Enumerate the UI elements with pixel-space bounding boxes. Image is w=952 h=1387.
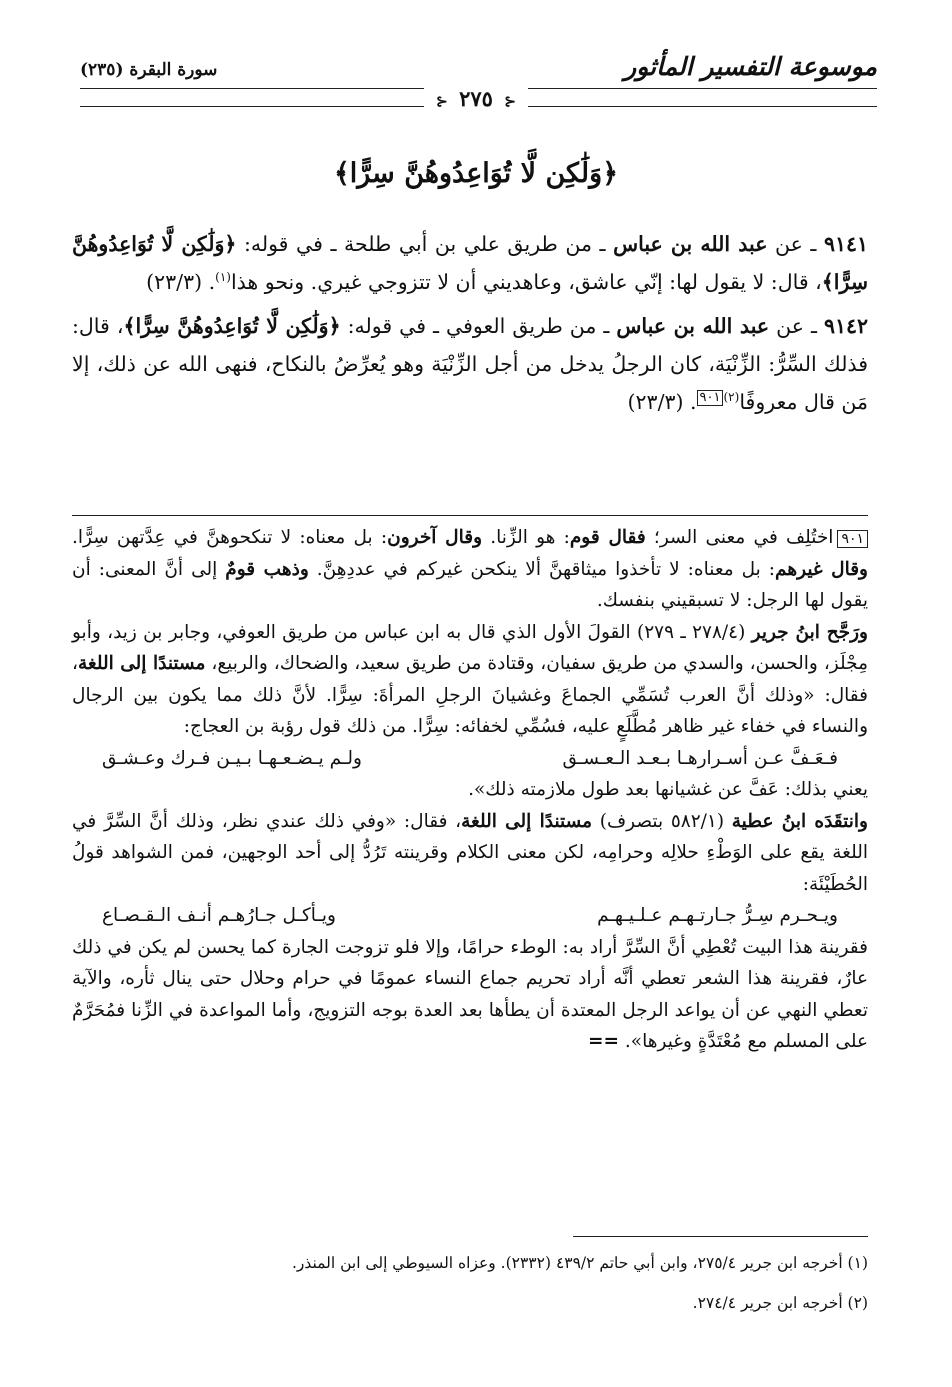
scholar-label: وانتقَدَه ابنُ عطية [731,810,868,832]
ornament-icon: ⊰ [504,94,516,110]
narration-dash: ـ عن [769,314,824,338]
volume-reference: . (٢٣/٣) [146,270,216,294]
volume-reference: . (٢٣/٣) [627,390,697,414]
narration-9142 [72,307,868,421]
series-title: موسوعة التفسير المأثور [624,52,877,81]
commentary-paragraph-3: يعني بذلك: عَفَّ عن غشيانها بعد طول ملازمته ذلك». [468,779,868,800]
narration-text: ، قال: لا يقول لها: إنّي عاشق، وعاهديني أن لا تتزوجي غيري. ونحو هذا [230,270,822,294]
commentary-paragraph-2 [72,617,868,743]
ornament-icon: ⊰ [436,94,448,110]
commentary-paragraph-4 [72,806,868,901]
commentary-text: ، فقال: «وذلك أنَّ العرب تُسَمِّي الجماعَ وغشيانَ الرجلِ المرأةَ: سِرًّا. لأنَّ ذلك مما يكون بين الرجال والنساء في خفاء غير ظاهر مُطَّلَعٍ عليه، فسُمِّي لخفائه: سِرًّا. من ذلك قول رؤبة بن العجاج: [72,653,868,737]
footnotes [72,1243,868,1323]
footnote-1: (١) أخرجه ابن جرير ٢٧٥/٤، وابن أبي حاتم ٤٣٩/٢ (٢٣٣٢). وعزاه السيوطي إلى ابن المنذر. [291,1254,868,1272]
opinion-label: فقال قوم [569,527,646,548]
chain: ـ من طريق علي بن أبي طلحة ـ في قوله: [236,232,614,256]
surah-label [80,60,217,80]
page-number-box [424,86,528,111]
basis-label: مستندًا إلى اللغة [461,810,593,832]
poem-hemistich-left: ولـم يـضـعـهـا بـيـن فـرك وعـشـق [102,747,362,769]
running-header [80,50,877,90]
narration-text: ، قال: فذلك السِّرُّ: الزِّنْيَة، كان الرجلُ يدخل من أجل الزِّنْيَة وهو يُعرِّضُ بالنكاح، فنهى الله عن ذلك، إلا مَن قال معروفًا [72,314,868,414]
poem-verse-1 [72,743,868,775]
commentary-text: اختُلِف في معنى السر؛ [645,527,834,548]
commentary-note-ref[interactable]: ٩٠١ [697,390,724,406]
page-number-row [0,86,952,111]
surah-name: سورة البقرة [129,60,218,80]
poem-hemistich-right: فـعَـفَّ عـن أسـرارهـا بـعـد الـعـسـق [562,747,838,769]
narrations [72,225,868,427]
page-number: ٢٧٥ [459,86,493,111]
narration-9141 [72,225,868,301]
narration-number: ٩١٤١ [823,232,868,256]
narration-dash: ـ عن [767,232,824,256]
footnote-marker[interactable]: (٢) [723,390,740,405]
narration-number: ٩١٤٢ [823,314,869,338]
poem-hemistich-left: ويـأكـل جـارُهـم أنـف الـقـصـاع [102,905,336,926]
commentary-paragraph-1 [72,522,868,617]
commentary-block [72,522,868,1058]
verse-number: (٢٣٥) [80,60,124,80]
commentary-text: : بل معناه: لا تنكحوهنَّ في عِدَّتهن سِرًّا. [72,527,388,548]
quran-quote: ﴿وَلَٰكِن لَّا تُوَاعِدُوهُنَّ سِرًّا﴾ [72,232,868,294]
poem-hemistich-right: ويـحـرم سِـرُّ جـارتـهـم عـلـيـهـم [597,905,838,926]
section-divider [72,515,868,516]
opinion-label: وذهب قومٌ [225,558,309,580]
commentary-text: : بل معناه: لا تأخذوا ميثاقهنَّ ألا ينكحن غيركم في عددِهِنَّ. [308,558,776,580]
commentary-text: (٢٧٨/٤ ـ ٢٧٩) القولَ الأول الذي قال به ابن عباس من طريق العوفي، وجابر بن زيد، وأبو مِجْلَز، والحسن، والسدي من طريق سفيان، وقتادة من طريق سعيد، والضحاك، والربيع، [72,621,868,674]
footnote-2: (٢) أخرجه ابن جرير ٢٧٤/٤. [692,1294,868,1312]
narrator: عبد الله بن عباس [613,232,768,256]
basis-label: مستندًا إلى اللغة [77,653,206,674]
narrator: عبد الله بن عباس [616,314,770,338]
commentary-text: ، فقال: «وفي ذلك عندي نظر، وذلك أنَّ السِّرَّ في اللغة يقع على الوَطْءِ حلالِه وحرامِه، لكن معنى الكلام وقرينته تَرُدُّ إلى أحد الوجهين، فمن الشواهد قولُ الحُطَيْئَة: [72,810,868,895]
commentary-text: (٥٨٢/١ بتصرف) [592,810,732,832]
footnote-rule [573,1236,868,1237]
continuation-mark: == [588,1031,620,1052]
commentary-text: إلى أنَّ المعنى: أن يقول لها الرجل: لا تسبقيني بنفسك. [72,558,868,611]
opinion-label: وقال آخرون [387,527,483,548]
commentary-text: فقرينة هذا البيت تُعْطِي أنَّ السِّرَّ أراد به: الوطء حرامًا، وإلا فلو تزوجت الجارة كما يحسن لم يكن في ذلك عارٌ، فقرينة هذا الشعر تعطي أنَّه أراد تحريم جماع النساء عمومًا في حرام وحلال حتى ينال ثأره، والآية تعطي النهي عن أن يواعد الرجل المعتدة أن يطأها بعد العدة بوجه التزويج، وأما المواعدة في الزِّنا فمُحَرَّمٌ على المسلم مع مُعْتَدَّةٍ وغيرها». [72,936,868,1052]
chain: ـ من طريق العوفي ـ في قوله: [340,314,617,338]
footnote-marker[interactable]: (١) [215,270,231,285]
quran-quote: ﴿وَلَٰكِن لَّا تُوَاعِدُوهُنَّ سِرًّا﴾ [123,314,341,338]
commentary-note-number: ٩٠١ [837,530,868,548]
commentary-text: : هو الزِّنا. [482,527,570,548]
opinion-label: وقال غيرهم [775,558,868,580]
verse-heading: ﴿وَلَٰكِن لَّا تُوَاعِدُوهُنَّ سِرًّا﴾ [333,158,619,189]
poem-verse-2 [72,900,868,932]
scholar-label: ورَجَّح ابنُ جرير [751,621,868,643]
commentary-paragraph-5 [72,932,868,1058]
